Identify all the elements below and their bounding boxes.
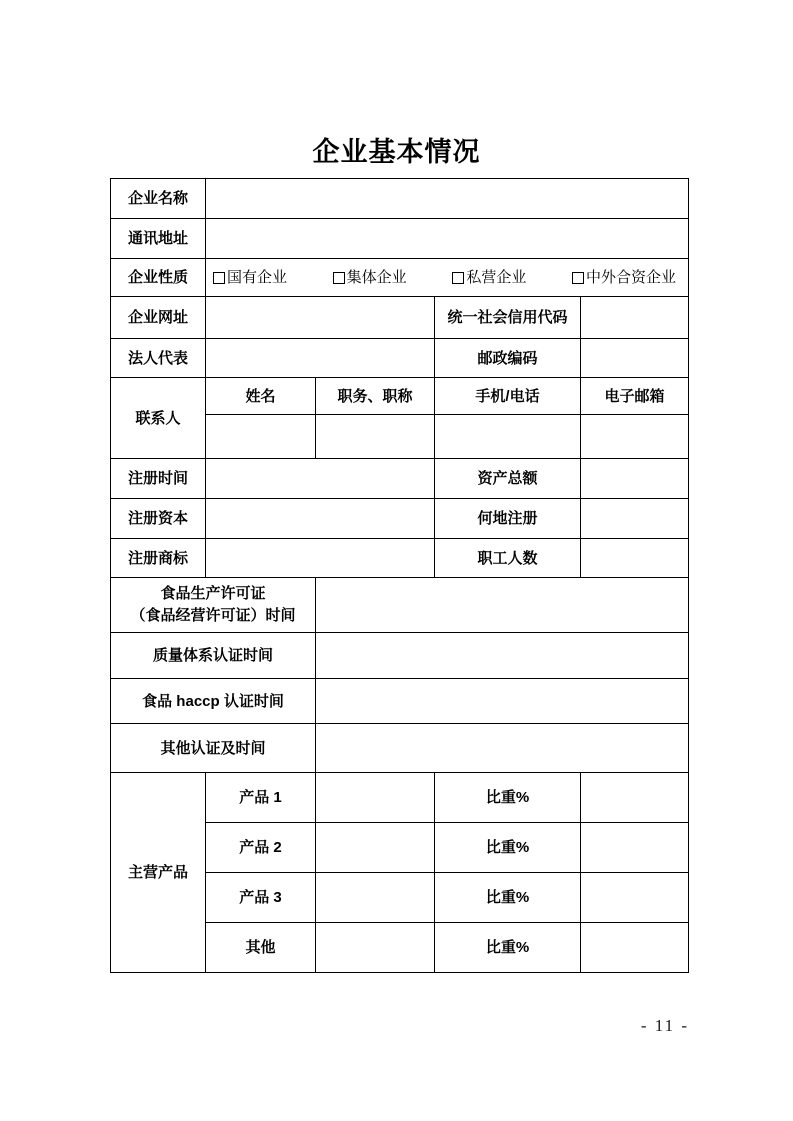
address-label: 通讯地址 xyxy=(111,219,206,259)
product-2-name-value-cell[interactable] xyxy=(316,823,435,873)
nature-option-collective[interactable] xyxy=(333,267,407,288)
product-other-ratio-value-cell[interactable] xyxy=(581,923,689,973)
row-registration-time-assets xyxy=(111,459,689,499)
quality-cert-label: 质量体系认证时间 xyxy=(111,633,316,679)
food-license-label-line1: 食品生产许可证 xyxy=(160,585,266,603)
product-other-label: 其他 xyxy=(206,923,316,973)
row-legal-rep-postal-code xyxy=(111,339,689,378)
product-2-ratio-value-cell[interactable] xyxy=(581,823,689,873)
row-haccp-cert xyxy=(111,679,689,724)
row-trademark-employees xyxy=(111,539,689,578)
nature-option-state-owned[interactable] xyxy=(213,267,287,288)
website-label: 企业网址 xyxy=(111,297,206,339)
postal-code-label: 邮政编码 xyxy=(435,339,581,378)
enterprise-info-table xyxy=(110,178,689,973)
product-2-label: 产品 2 xyxy=(206,823,316,873)
row-contact-header xyxy=(111,378,689,415)
product-3-name-value-cell[interactable] xyxy=(316,873,435,923)
registration-time-value-cell[interactable] xyxy=(206,459,435,499)
registered-capital-value-cell[interactable] xyxy=(206,499,435,539)
row-food-license xyxy=(111,578,689,633)
haccp-cert-value-cell[interactable] xyxy=(316,679,689,724)
page-title: 企业基本情况 xyxy=(312,137,481,167)
row-product-1 xyxy=(111,773,689,823)
row-nature xyxy=(111,259,689,297)
checkbox-icon[interactable] xyxy=(452,272,464,284)
row-other-cert xyxy=(111,724,689,773)
nature-label: 企业性质 xyxy=(111,259,206,297)
legal-representative-value-cell[interactable] xyxy=(206,339,435,378)
product-3-ratio-label: 比重% xyxy=(435,873,581,923)
contact-phone-value-cell[interactable] xyxy=(435,415,581,459)
checkbox-icon[interactable] xyxy=(572,272,584,284)
product-other-name-value-cell[interactable] xyxy=(316,923,435,973)
postal-code-value-cell[interactable] xyxy=(581,339,689,378)
registration-place-value-cell[interactable] xyxy=(581,499,689,539)
quality-cert-value-cell[interactable] xyxy=(316,633,689,679)
registration-time-label: 注册时间 xyxy=(111,459,206,499)
product-1-name-value-cell[interactable] xyxy=(316,773,435,823)
row-website-credit-code xyxy=(111,297,689,339)
company-name-value-cell[interactable] xyxy=(206,179,689,219)
total-assets-label: 资产总额 xyxy=(435,459,581,499)
haccp-cert-label: 食品 haccp 认证时间 xyxy=(111,679,316,724)
contact-name-value-cell[interactable] xyxy=(206,415,316,459)
website-value-cell[interactable] xyxy=(206,297,435,339)
contact-position-value-cell[interactable] xyxy=(316,415,435,459)
employee-count-value-cell[interactable] xyxy=(581,539,689,578)
food-license-label xyxy=(111,578,316,633)
legal-representative-label: 法人代表 xyxy=(111,339,206,378)
product-2-ratio-label: 比重% xyxy=(435,823,581,873)
page-number: - 11 - xyxy=(640,1016,690,1035)
total-assets-value-cell[interactable] xyxy=(581,459,689,499)
nature-option-label: 中外合资企业 xyxy=(585,269,676,286)
product-3-ratio-value-cell[interactable] xyxy=(581,873,689,923)
nature-option-label: 国有企业 xyxy=(227,269,288,286)
checkbox-icon[interactable] xyxy=(213,272,225,284)
other-cert-value-cell[interactable] xyxy=(316,724,689,773)
credit-code-label: 统一社会信用代码 xyxy=(435,297,581,339)
main-products-label: 主营产品 xyxy=(111,773,206,973)
company-name-label: 企业名称 xyxy=(111,179,206,219)
product-3-label: 产品 3 xyxy=(206,873,316,923)
nature-option-label: 集体企业 xyxy=(346,269,407,286)
nature-option-private[interactable] xyxy=(452,267,526,288)
contact-email-value-cell[interactable] xyxy=(581,415,689,459)
registered-trademark-label: 注册商标 xyxy=(111,539,206,578)
food-license-value-cell[interactable] xyxy=(316,578,689,633)
row-company-name xyxy=(111,179,689,219)
nature-options-row xyxy=(206,267,688,288)
nature-options-cell xyxy=(206,259,689,297)
registered-trademark-value-cell[interactable] xyxy=(206,539,435,578)
contact-column-position: 职务、职称 xyxy=(316,378,435,415)
contact-column-name: 姓名 xyxy=(206,378,316,415)
nature-option-joint-venture[interactable] xyxy=(572,267,676,288)
food-license-label-line2: （食品经营许可证）时间 xyxy=(130,607,296,624)
nature-option-label: 私营企业 xyxy=(466,269,527,286)
employee-count-label: 职工人数 xyxy=(435,539,581,578)
registration-place-label: 何地注册 xyxy=(435,499,581,539)
product-1-ratio-value-cell[interactable] xyxy=(581,773,689,823)
row-address xyxy=(111,219,689,259)
row-quality-cert xyxy=(111,633,689,679)
product-1-ratio-label: 比重% xyxy=(435,773,581,823)
contact-column-email: 电子邮箱 xyxy=(581,378,689,415)
registered-capital-label: 注册资本 xyxy=(111,499,206,539)
row-capital-place xyxy=(111,499,689,539)
address-value-cell[interactable] xyxy=(206,219,689,259)
product-other-ratio-label: 比重% xyxy=(435,923,581,973)
checkbox-icon[interactable] xyxy=(333,272,345,284)
product-1-label: 产品 1 xyxy=(206,773,316,823)
contact-label: 联系人 xyxy=(111,378,206,459)
contact-column-phone: 手机/电话 xyxy=(435,378,581,415)
credit-code-value-cell[interactable] xyxy=(581,297,689,339)
other-cert-label: 其他认证及时间 xyxy=(111,724,316,773)
